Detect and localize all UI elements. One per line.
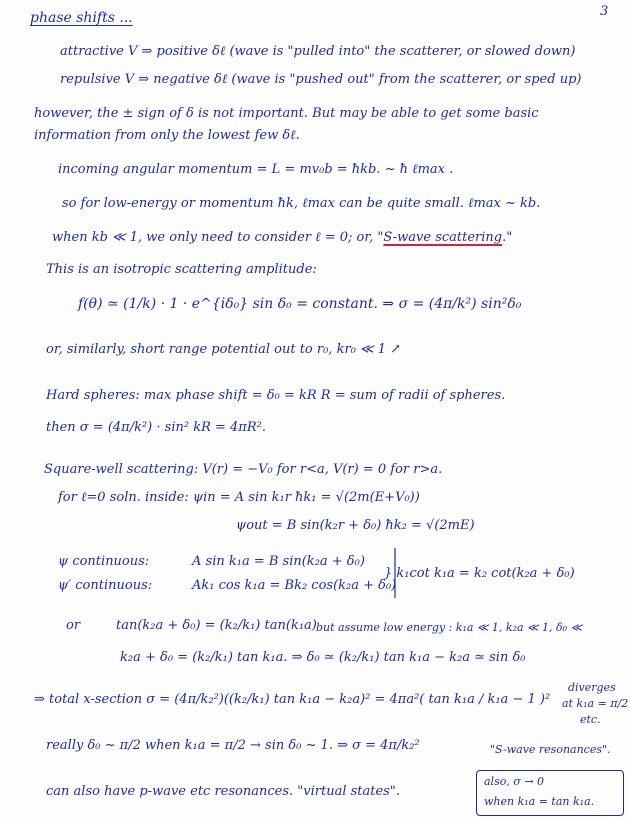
line-repulsive: repulsive V ⇒ negative δℓ (wave is "pushed out" from the scatterer, or sped up): [60, 72, 582, 87]
equation-scattering-amplitude: f(θ) ≃ (1/k) · 1 · e^{iδ₀} sin δ₀ = constant. ⇒ σ = (4π/k²) sin²δ₀: [78, 296, 522, 312]
equation-tan-phase: tan(k₂a + δ₀) = (k₂/k₁) tan(k₁a): [116, 618, 317, 633]
line-square-well-inside: for ℓ=0 soln. inside: ψin = A sin k₁r ħk₁ = √(2m(E+V₀)): [58, 490, 420, 505]
line-low-energy-assumption: but assume low energy : k₁a ≪ 1, k₂a ≪ 1, δ₀ ≪: [316, 621, 583, 634]
page-number: 3: [600, 4, 609, 19]
line-square-well-outside: ψout = B sin(k₂r + δ₀) ħk₂ = √(2mE): [236, 518, 475, 533]
line-p-wave: can also have p-wave etc resonances. "virtual states".: [46, 784, 400, 799]
s-wave-scattering-term: S-wave scattering: [383, 230, 503, 245]
line-however-2: information from only the lowest few δℓ.: [34, 128, 300, 143]
line-square-well: Square-well scattering: V(r) = −V₀ for r<a, V(r) = 0 for r>a.: [44, 462, 443, 477]
equation-delta-approx: k₂a + δ₀ = (k₂/k₁) tan k₁a. ⇒ δ₀ ≃ (k₂/k₁) tan k₁a − k₂a ≃ sin δ₀: [120, 650, 526, 665]
note-s-wave-resonances: "S-wave resonances".: [490, 743, 611, 756]
line-attractive: attractive V ⇒ positive δℓ (wave is "pulled into" the scatterer, or slowed down): [60, 44, 576, 59]
equation-matching-result: } k₁cot k₁a = k₂ cot(k₂a + δ₀): [384, 566, 575, 581]
line-low-energy: so for low-energy or momentum ħk, ℓmax can be quite small. ℓmax ~ kb.: [62, 196, 541, 211]
line-short-range: or, similarly, short range potential out to r₀, kr₀ ≪ 1 ↗: [46, 342, 402, 357]
line-hard-spheres-sigma: then σ = (4π/k²) · sin² kR = 4πR².: [46, 420, 266, 435]
line-when: [52, 230, 512, 246]
equation-continuity-2: Ak₁ cos k₁a = Bk₂ cos(k₂a + δ₀): [192, 578, 397, 593]
note-diverges: diverges: [568, 681, 616, 694]
note-diverges-at: at k₁a = π/2: [562, 697, 629, 710]
line-angular-momentum: incoming angular momentum = L = mv₀b = ħkb. ~ ħ ℓmax .: [58, 162, 454, 177]
boxed-note-line-2: when k₁a = tan k₁a.: [484, 795, 595, 808]
line-hard-spheres: Hard spheres: max phase shift = δ₀ = kR R = sum of radii of spheres.: [46, 388, 506, 403]
word-or: or: [66, 618, 81, 633]
line-however-1: however, the ± sign of δ is not important. But may be able to get some basic: [34, 106, 539, 121]
when-text: when kb ≪ 1, we only need to consider ℓ = 0; or, ": [52, 230, 384, 245]
line-really: really δ₀ ~ π/2 when k₁a = π/2 → sin δ₀ ~ 1. ⇒ σ = 4π/k₂²: [46, 738, 420, 753]
equation-continuity-1: A sin k₁a = B sin(k₂a + δ₀): [192, 554, 365, 569]
section-title: phase shifts ...: [30, 10, 133, 26]
label-psi-prime-continuous: ψ′ continuous:: [58, 578, 153, 593]
when-end: .": [502, 230, 513, 245]
line-isotropic: This is an isotropic scattering amplitude:: [46, 262, 317, 277]
label-psi-continuous: ψ continuous:: [58, 554, 150, 569]
note-diverges-etc: etc.: [580, 713, 601, 726]
boxed-note-line-1: also, σ → 0: [484, 775, 545, 788]
equation-total-cross-section: ⇒ total x-section σ = (4π/k₂²)((k₂/k₁) tan k₁a − k₂a)² = 4πa²( tan k₁a / k₁a − 1 )²: [34, 692, 551, 707]
